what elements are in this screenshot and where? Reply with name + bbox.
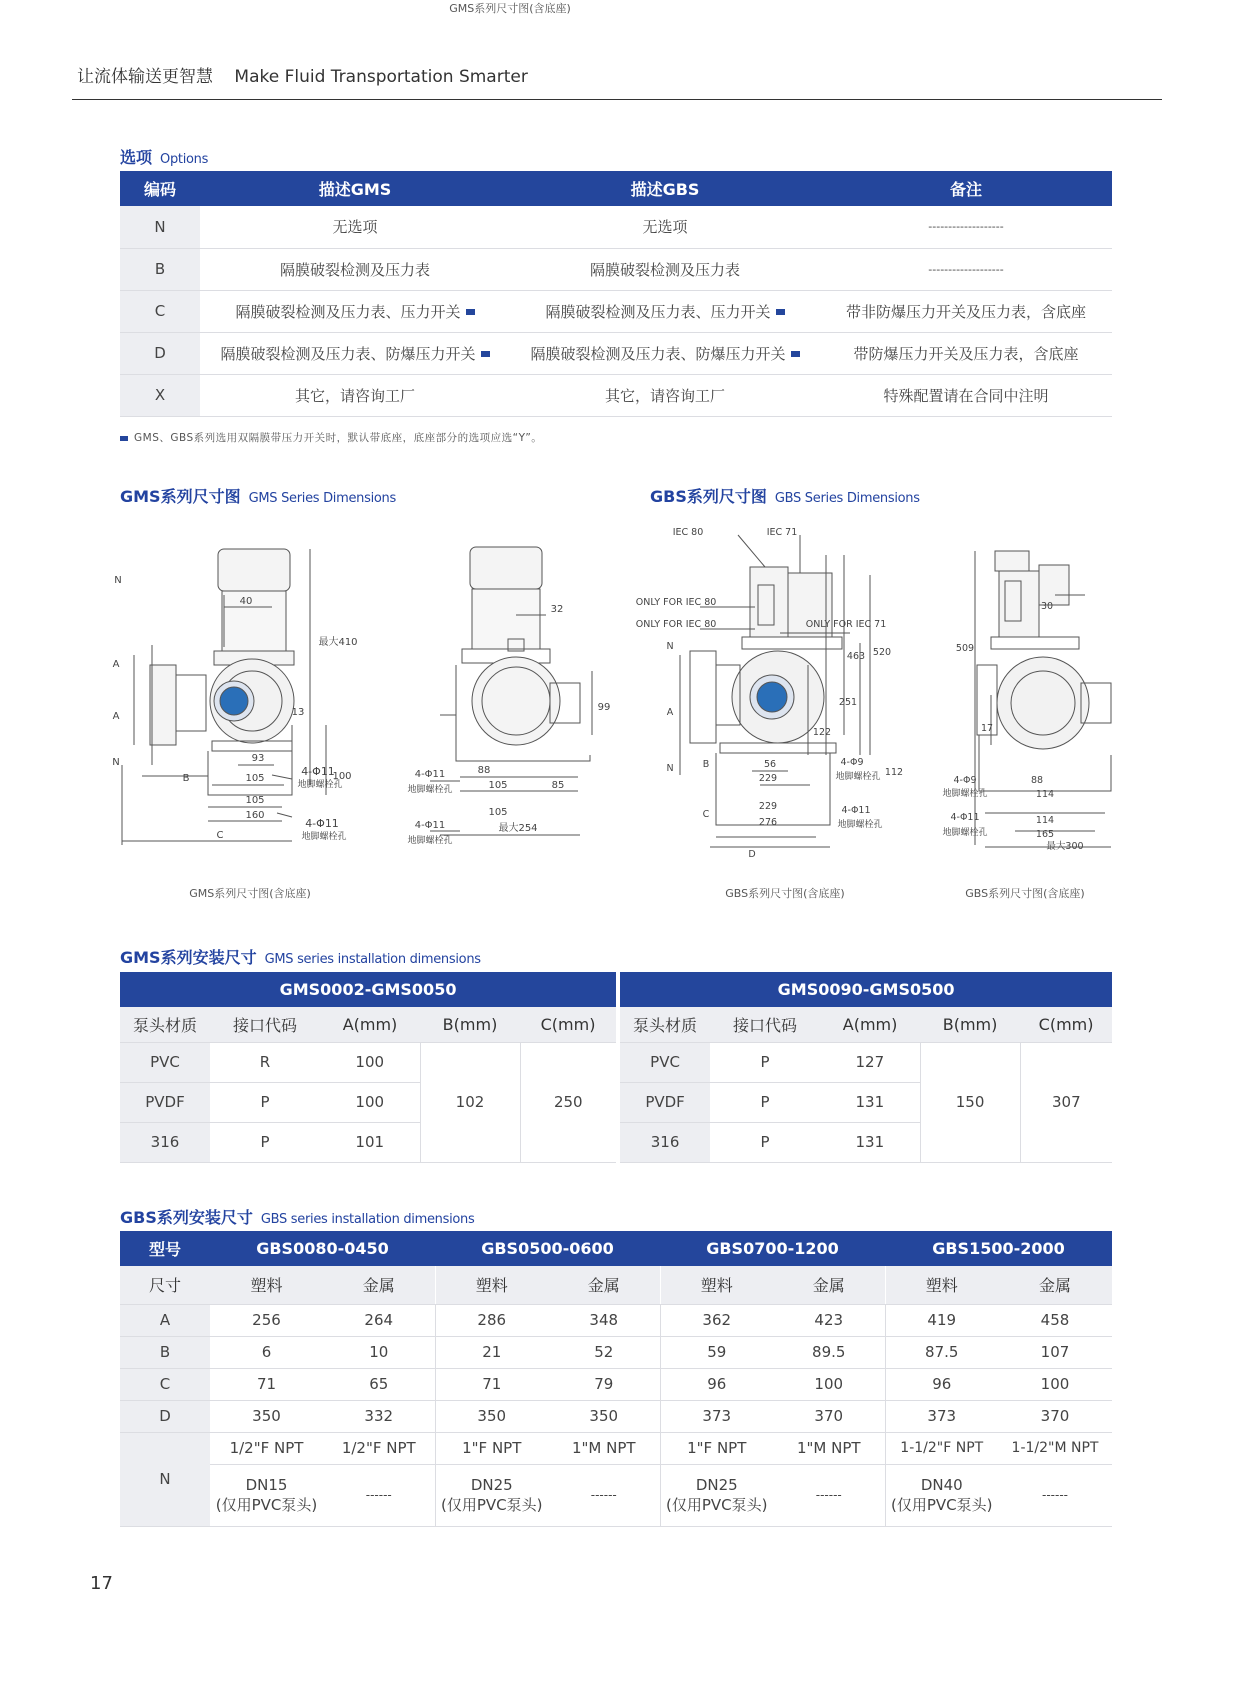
dim-label: 最大410 <box>318 637 358 648</box>
row-key: B <box>120 1336 210 1368</box>
dim-label: 4-Φ11 <box>414 769 446 780</box>
b-cell: 150 <box>920 1042 1020 1162</box>
option-gbs: 其它，请咨询工厂 <box>510 374 820 416</box>
value-cell: 96 <box>885 1368 998 1400</box>
col-header: C(mm) <box>1020 1007 1112 1042</box>
col-header: 金属 <box>773 1266 885 1304</box>
dim-label: 93 <box>251 753 265 764</box>
dim-label: 地脚螺栓孔 <box>407 785 453 795</box>
gms-front-dimension-drawing <box>112 535 372 855</box>
col-header: 金属 <box>323 1266 435 1304</box>
option-gms: 其它，请咨询工厂 <box>200 374 510 416</box>
dash-cell: ------ <box>998 1464 1112 1526</box>
gbs-side-dimension-drawing <box>935 545 1115 855</box>
dash-cell: ------ <box>323 1464 435 1526</box>
table-row <box>120 1432 1112 1464</box>
dim-label: 105 <box>488 780 508 791</box>
value-cell: 373 <box>660 1400 773 1432</box>
code-cell: P <box>210 1082 320 1122</box>
dim-label: D <box>748 849 756 860</box>
gbs-front-dimension-drawing <box>635 525 930 860</box>
dim-label: A <box>112 711 120 722</box>
gms-group-header-row <box>120 972 1112 1007</box>
option-note: 带防爆压力开关及压力表，含底座 <box>820 332 1112 374</box>
thread-cell: 1"M NPT <box>548 1432 660 1464</box>
dim-label: B <box>182 773 190 784</box>
dim-label: 88 <box>1030 775 1044 786</box>
dim-label: 276 <box>758 817 778 828</box>
value-cell: 458 <box>998 1304 1112 1336</box>
gbs-install-title <box>120 1205 474 1228</box>
dim-label: 4-Φ11 <box>841 805 871 816</box>
c-cell: 307 <box>1020 1042 1112 1162</box>
thread-cell: 1-1/2"F NPT <box>885 1432 998 1464</box>
value-cell: 52 <box>548 1336 660 1368</box>
dim-label: 105 <box>245 773 265 784</box>
dim-label: 地脚螺栓孔 <box>837 820 883 830</box>
col-header: 金属 <box>548 1266 660 1304</box>
dn-value: DN15 <box>245 1475 288 1494</box>
dim-label: C <box>702 809 710 820</box>
dn-value: DN40 <box>920 1475 963 1494</box>
dim-label: 165 <box>1035 829 1055 840</box>
option-note: 带非防爆压力开关及压力表，含底座 <box>820 290 1112 332</box>
marker-icon <box>120 436 128 441</box>
gms-install-table <box>120 972 1112 1163</box>
value-cell: 286 <box>435 1304 548 1336</box>
table-row <box>120 374 1112 416</box>
col-header: 塑料 <box>435 1266 548 1304</box>
dim-label: 最大300 <box>1046 841 1084 852</box>
code-cell: P <box>710 1042 820 1082</box>
option-gbs-cell <box>510 290 820 332</box>
options-header-gbs: 描述GBS <box>510 171 820 206</box>
dim-label: 4-Φ9 <box>953 775 977 786</box>
gms-dim-title-en: GMS Series Dimensions <box>248 491 396 506</box>
header-cn: 让流体输送更智慧 <box>77 67 213 87</box>
value-cell: 373 <box>885 1400 998 1432</box>
code-cell: R <box>210 1042 320 1082</box>
header-en: Make Fluid Transportation Smarter <box>234 67 528 87</box>
option-code: C <box>120 290 200 332</box>
col-header: 接口代码 <box>710 1007 820 1042</box>
options-title-en: Options <box>160 152 209 167</box>
material-cell: PVC <box>620 1042 710 1082</box>
a-cell: 127 <box>820 1042 920 1082</box>
dim-label: 32 <box>550 604 564 615</box>
a-cell: 100 <box>320 1082 420 1122</box>
row-key: D <box>120 1400 210 1432</box>
diagram-caption: GMS系列尺寸图(含底座) <box>189 887 311 900</box>
dim-label: 最大254 <box>498 823 538 834</box>
dim-label: A <box>112 659 120 670</box>
dim-label: 4-Φ11 <box>950 812 980 823</box>
gms-install-title-en: GMS series installation dimensions <box>264 952 481 967</box>
value-cell: 65 <box>323 1368 435 1400</box>
dn-value: DN25 <box>470 1475 513 1494</box>
dn-note: (仅用PVC泵头) <box>215 1495 318 1514</box>
options-header-code: 编码 <box>120 171 200 206</box>
gbs-subheader-row <box>120 1266 1112 1304</box>
material-cell: 316 <box>120 1122 210 1162</box>
value-cell: 350 <box>210 1400 323 1432</box>
table-row <box>120 248 1112 290</box>
option-gbs-cell <box>510 332 820 374</box>
material-cell: PVDF <box>120 1082 210 1122</box>
dim-label: 114 <box>1035 815 1055 826</box>
dn-cell <box>210 1464 323 1526</box>
dn-note: (仅用PVC泵头) <box>891 1495 993 1514</box>
dim-label: 105 <box>245 795 265 806</box>
option-code: X <box>120 374 200 416</box>
value-cell: 362 <box>660 1304 773 1336</box>
thread-cell: 1-1/2"M NPT <box>998 1432 1112 1464</box>
a-cell: 100 <box>320 1042 420 1082</box>
value-cell: 100 <box>773 1368 885 1400</box>
option-gms-cell <box>200 332 510 374</box>
option-gbs: 无选项 <box>510 206 820 248</box>
dim-label: ONLY FOR IEC 80 <box>635 619 717 630</box>
c-cell: 250 <box>520 1042 616 1162</box>
gms-subheader-row <box>120 1007 1112 1042</box>
option-gms-cell <box>200 290 510 332</box>
option-code: B <box>120 248 200 290</box>
table-row <box>120 1336 1112 1368</box>
value-cell: 71 <box>435 1368 548 1400</box>
dim-label: IEC 80 <box>672 527 704 538</box>
options-title <box>120 145 208 168</box>
b-cell: 102 <box>420 1042 520 1162</box>
options-title-cn: 选项 <box>120 148 153 167</box>
value-cell: 10 <box>323 1336 435 1368</box>
option-code: D <box>120 332 200 374</box>
dim-label: 520 <box>872 647 892 658</box>
dim-label: ONLY FOR IEC 71 <box>805 619 887 630</box>
option-note: ------------------- <box>820 248 1112 290</box>
dim-label: 99 <box>597 702 611 713</box>
thread-cell: 1/2"F NPT <box>210 1432 323 1464</box>
dim-label: 463 <box>846 651 866 662</box>
dim-label: 112 <box>884 767 904 778</box>
material-cell: 316 <box>620 1122 710 1162</box>
code-cell: P <box>710 1122 820 1162</box>
marker-icon <box>466 309 475 315</box>
value-cell: 59 <box>660 1336 773 1368</box>
option-gbs: 隔膜破裂检测及压力表、压力开关 <box>545 302 771 321</box>
dn-value: DN25 <box>695 1475 738 1494</box>
table-row <box>120 290 1112 332</box>
dim-label: 85 <box>551 780 565 791</box>
value-cell: 350 <box>548 1400 660 1432</box>
gms-dimensions-title <box>120 484 396 507</box>
dim-label: N <box>114 575 122 586</box>
row-key: N <box>120 1432 210 1526</box>
dn-cell <box>660 1464 773 1526</box>
a-cell: 101 <box>320 1122 420 1162</box>
diagram-caption: GBS系列尺寸图(含底座) <box>725 887 845 900</box>
value-cell: 348 <box>548 1304 660 1336</box>
col-header: 接口代码 <box>210 1007 320 1042</box>
dn-cell <box>885 1464 998 1526</box>
option-gms: 隔膜破裂检测及压力表、防爆压力开关 <box>220 344 476 363</box>
options-footnote <box>120 430 542 445</box>
options-table <box>120 171 1112 417</box>
diagram-caption: GBS系列尺寸图(含底座) <box>965 887 1085 900</box>
value-cell: 71 <box>210 1368 323 1400</box>
material-cell: PVDF <box>620 1082 710 1122</box>
col-header: A(mm) <box>320 1007 420 1042</box>
dn-cell <box>435 1464 548 1526</box>
size-label: 尺寸 <box>120 1266 210 1304</box>
value-cell: 264 <box>323 1304 435 1336</box>
option-gms: 隔膜破裂检测及压力表 <box>200 248 510 290</box>
page-header <box>77 62 528 87</box>
table-row <box>120 1400 1112 1432</box>
marker-icon <box>776 309 785 315</box>
code-cell: P <box>710 1082 820 1122</box>
dim-label: 251 <box>838 697 858 708</box>
model-header: GBS1500-2000 <box>885 1231 1112 1266</box>
code-cell: P <box>210 1122 320 1162</box>
dim-label: 30 <box>1040 601 1054 612</box>
table-row <box>120 1464 1112 1526</box>
col-header: 塑料 <box>885 1266 998 1304</box>
a-cell: 131 <box>820 1082 920 1122</box>
marker-icon <box>481 351 490 357</box>
row-key: A <box>120 1304 210 1336</box>
gbs-dim-title-en: GBS Series Dimensions <box>774 491 920 506</box>
a-cell: 131 <box>820 1122 920 1162</box>
value-cell: 350 <box>435 1400 548 1432</box>
dim-label: 105 <box>488 807 508 818</box>
dim-label: 地脚螺栓孔 <box>942 789 988 799</box>
dim-label: C <box>216 830 224 841</box>
option-note: 特殊配置请在合同中注明 <box>820 374 1112 416</box>
diagram-caption: GMS系列尺寸图(含底座) <box>449 2 571 15</box>
gbs-install-title-en: GBS series installation dimensions <box>260 1212 475 1227</box>
value-cell: 423 <box>773 1304 885 1336</box>
dim-label: 160 <box>245 810 265 821</box>
dim-label: 509 <box>955 643 975 654</box>
value-cell: 6 <box>210 1336 323 1368</box>
dim-label: 4-Φ11 <box>414 820 446 831</box>
gms-install-title <box>120 945 481 968</box>
value-cell: 79 <box>548 1368 660 1400</box>
gms-side-dimension-drawing <box>400 535 630 855</box>
col-header: 塑料 <box>660 1266 773 1304</box>
gbs-install-table <box>120 1231 1112 1527</box>
options-header-row <box>120 171 1112 206</box>
option-note: ------------------- <box>820 206 1112 248</box>
option-gms: 隔膜破裂检测及压力表、压力开关 <box>235 302 461 321</box>
dim-label: IEC 71 <box>766 527 798 538</box>
dim-label: 地脚螺栓孔 <box>835 772 881 782</box>
col-header: 塑料 <box>210 1266 323 1304</box>
options-header-gms: 描述GMS <box>200 171 510 206</box>
dim-label: 4-Φ9 <box>840 757 864 768</box>
option-gms: 无选项 <box>200 206 510 248</box>
dim-label: 122 <box>812 727 832 738</box>
table-row <box>120 1042 1112 1082</box>
value-cell: 100 <box>998 1368 1112 1400</box>
value-cell: 107 <box>998 1336 1112 1368</box>
gms-group1-header: GMS0002-GMS0050 <box>120 972 616 1007</box>
option-code: N <box>120 206 200 248</box>
gbs-dimensions-title <box>650 484 920 507</box>
gms-install-title-cn: GMS系列安装尺寸 <box>120 948 257 967</box>
dim-label: 地脚螺栓孔 <box>407 836 453 846</box>
gbs-install-title-cn: GBS系列安装尺寸 <box>120 1208 253 1227</box>
gbs-model-header-row <box>120 1231 1112 1266</box>
options-header-note: 备注 <box>820 171 1112 206</box>
table-row <box>120 332 1112 374</box>
value-cell: 87.5 <box>885 1336 998 1368</box>
col-header: B(mm) <box>920 1007 1020 1042</box>
dim-label: 地脚螺栓孔 <box>297 780 343 790</box>
dim-label: A <box>666 707 674 718</box>
dim-label: N <box>112 757 120 768</box>
header-divider <box>72 99 1162 100</box>
gms-dim-title-cn: GMS系列尺寸图 <box>120 487 241 506</box>
dim-label: 17 <box>980 723 994 734</box>
dim-label: 56 <box>763 759 777 770</box>
value-cell: 332 <box>323 1400 435 1432</box>
gbs-dim-title-cn: GBS系列尺寸图 <box>650 487 767 506</box>
dim-label: 4-Φ11 <box>301 765 335 778</box>
col-header: 泵头材质 <box>120 1007 210 1042</box>
dim-label: ONLY FOR IEC 80 <box>635 597 717 608</box>
value-cell: 256 <box>210 1304 323 1336</box>
dim-label: 地脚螺栓孔 <box>942 828 988 838</box>
option-gbs: 隔膜破裂检测及压力表 <box>510 248 820 290</box>
dim-label: 13 <box>291 707 305 718</box>
dim-label: 229 <box>758 773 778 784</box>
col-header: 金属 <box>998 1266 1112 1304</box>
thread-cell: 1"F NPT <box>660 1432 773 1464</box>
dash-cell: ------ <box>773 1464 885 1526</box>
dim-label: 100 <box>332 771 352 782</box>
value-cell: 21 <box>435 1336 548 1368</box>
dim-label: 40 <box>239 596 253 607</box>
model-header: GBS0700-1200 <box>660 1231 885 1266</box>
thread-cell: 1"F NPT <box>435 1432 548 1464</box>
col-header: B(mm) <box>420 1007 520 1042</box>
dim-label: 88 <box>477 765 491 776</box>
gms-group2-header: GMS0090-GMS0500 <box>620 972 1112 1007</box>
page-number: 17 <box>90 1573 113 1594</box>
value-cell: 370 <box>998 1400 1112 1432</box>
marker-icon <box>791 351 800 357</box>
model-label: 型号 <box>120 1231 210 1266</box>
value-cell: 96 <box>660 1368 773 1400</box>
option-gbs: 隔膜破裂检测及压力表、防爆压力开关 <box>530 344 786 363</box>
col-header: 泵头材质 <box>620 1007 710 1042</box>
col-header: C(mm) <box>520 1007 616 1042</box>
row-key: C <box>120 1368 210 1400</box>
model-header: GBS0500-0600 <box>435 1231 660 1266</box>
table-row <box>120 1368 1112 1400</box>
material-cell: PVC <box>120 1042 210 1082</box>
table-row <box>120 1304 1112 1336</box>
thread-cell: 1/2"F NPT <box>323 1432 435 1464</box>
dim-label: 229 <box>758 801 778 812</box>
dim-label: B <box>702 759 710 770</box>
table-row <box>120 206 1112 248</box>
dn-note: (仅用PVC泵头) <box>441 1495 543 1514</box>
model-header: GBS0080-0450 <box>210 1231 435 1266</box>
options-footnote-text: GMS、GBS系列选用双隔膜带压力开关时，默认带底座，底座部分的选项应选“Y”。 <box>134 432 543 444</box>
dim-label: 地脚螺栓孔 <box>301 832 347 842</box>
dn-note: (仅用PVC泵头) <box>666 1495 768 1514</box>
col-header: A(mm) <box>820 1007 920 1042</box>
dim-label: 114 <box>1035 789 1055 800</box>
thread-cell: 1"M NPT <box>773 1432 885 1464</box>
dim-label: 4-Φ11 <box>305 817 339 830</box>
dim-label: N <box>666 763 674 774</box>
value-cell: 89.5 <box>773 1336 885 1368</box>
value-cell: 419 <box>885 1304 998 1336</box>
dim-label: N <box>666 641 674 652</box>
dash-cell: ------ <box>548 1464 660 1526</box>
value-cell: 370 <box>773 1400 885 1432</box>
